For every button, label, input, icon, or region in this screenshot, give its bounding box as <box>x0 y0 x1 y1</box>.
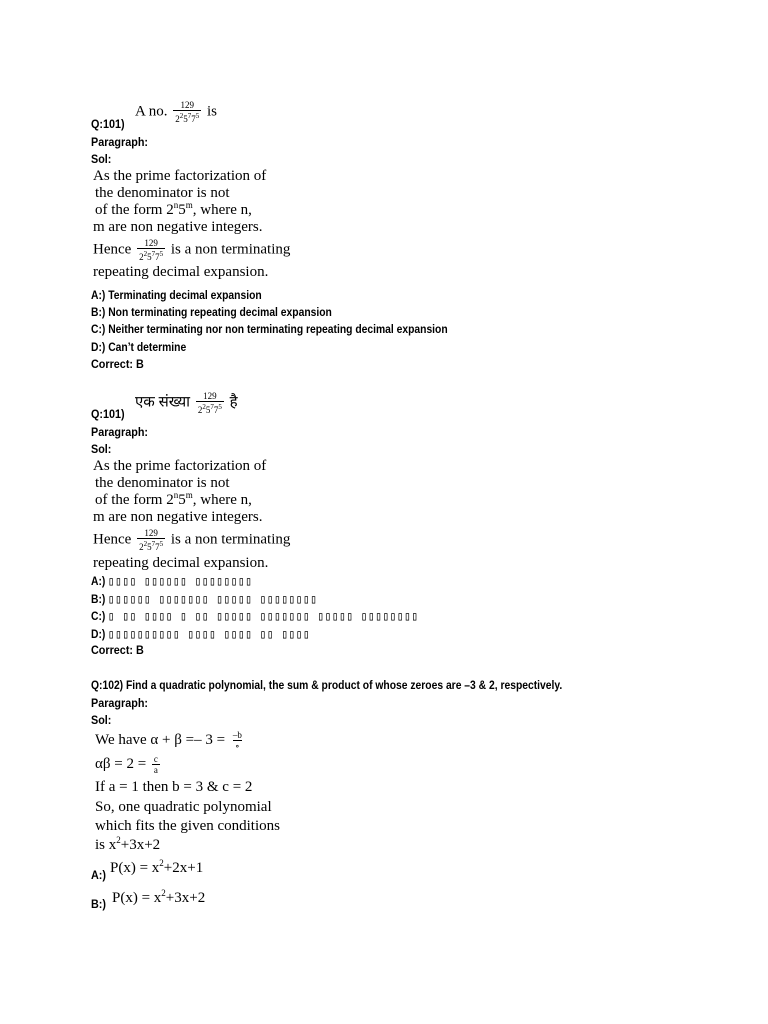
solution-line: the denominator is not <box>95 185 230 201</box>
solution-line: m are non negative integers. <box>93 509 263 525</box>
paragraph-label: Paragraph: <box>91 696 149 710</box>
question-suffix: is <box>207 103 218 120</box>
question-text: A no. <box>135 103 168 120</box>
option-a: A:) Terminating decimal expansion <box>91 288 262 302</box>
correct-answer: Correct: B <box>91 357 144 371</box>
q101-question <box>135 100 217 124</box>
solution-line: As the prime factorization of <box>93 458 267 474</box>
option-b: $P(x) = x^2+3x+2$ <box>112 888 206 906</box>
question-label: Q:101) <box>91 117 125 131</box>
paragraph-label: Paragraph: <box>91 425 149 439</box>
option-c: C:) Neither terminating nor non terminating repeating decimal expansion <box>91 322 448 336</box>
solution-line: As the prime factorization of <box>93 168 267 184</box>
q101-hindi-question <box>135 391 238 415</box>
option-d: D:) ▯▯▯▯▯▯▯▯▯▯ ▯▯▯▯ ▯▯▯▯ ▯▯ ▯▯▯▯ <box>91 627 310 641</box>
fraction-numerator: 129 <box>180 100 195 110</box>
fraction: $\frac{129}{2^25^77^5}$ <box>197 391 222 415</box>
solution-line: of the form 2$^n$5$^m$, where n, <box>95 490 252 508</box>
fraction: $\frac{129}{2^25^77^5}$ <box>139 528 164 552</box>
question-label: Q:101) <box>91 407 125 421</box>
option-b: B:) ▯▯▯▯▯▯ ▯▯▯▯▯▯▯ ▯▯▯▯▯ ▯▯▯▯▯▯▯▯ <box>91 592 318 606</box>
correct-answer: Correct: B <box>91 643 144 657</box>
solution-hence-line: Hence $\frac{129}{2^25^77^5}$ is a non terminating <box>93 238 291 262</box>
option-a: $P(x) = x^2+2x+1$ <box>110 858 204 876</box>
option-a-label: A:) <box>91 868 107 882</box>
fraction-denominator: $2^25^77^5$ <box>175 112 200 124</box>
option-d: D:) Can’t determine <box>91 340 187 354</box>
solution-hence-line: Hence $\frac{129}{2^25^77^5}$ is a non terminating <box>93 528 291 552</box>
solution-line: m are non negative integers. <box>93 219 263 235</box>
solution-line: is $x^2+3x+2$ <box>95 835 161 853</box>
solution-line: the denominator is not <box>95 475 230 491</box>
solution-line: of the form 2$^n$5$^m$, where n, <box>95 200 252 218</box>
sol-label: Sol: <box>91 713 112 727</box>
paragraph-label: Paragraph: <box>91 135 149 149</box>
solution-line: repeating decimal expansion. <box>93 264 269 280</box>
option-b-label: B:) <box>91 897 107 911</box>
sol-label: Sol: <box>91 442 112 456</box>
sol-label: Sol: <box>91 152 112 166</box>
solution-line: αβ = 2 = $\frac{c}{a}$ <box>95 754 158 775</box>
solution-line: We have α + β =– 3 = $\frac{-b}{\circ}$ <box>95 730 242 751</box>
fraction: $\frac{129}{2^25^77^5}$ <box>139 238 164 262</box>
option-c: C:) ▯ ▯▯ ▯▯▯▯ ▯ ▯▯ ▯▯▯▯▯ ▯▯▯▯▯▯▯ ▯▯▯▯▯ ▯▯▯▯▯▯▯▯ <box>91 609 419 623</box>
question-text: एक संख्या <box>135 394 191 411</box>
solution-line: If a = 1 then b = 3 & c = 2 <box>95 779 253 795</box>
option-a: A:) ▯▯▯▯ ▯▯▯▯▯▯ ▯▯▯▯▯▯▯▯ <box>91 574 253 588</box>
solution-line: which fits the given conditions <box>95 818 280 834</box>
question-suffix: है <box>229 394 238 411</box>
fraction <box>173 100 201 124</box>
option-b: B:) Non terminating repeating decimal expansion <box>91 305 332 319</box>
solution-line: So, one quadratic polynomial <box>95 799 272 815</box>
solution-line: repeating decimal expansion. <box>93 555 269 571</box>
q102-question: Q:102) Find a quadratic polynomial, the sum & product of whose zeroes are –3 & 2, respectively. <box>91 678 563 692</box>
